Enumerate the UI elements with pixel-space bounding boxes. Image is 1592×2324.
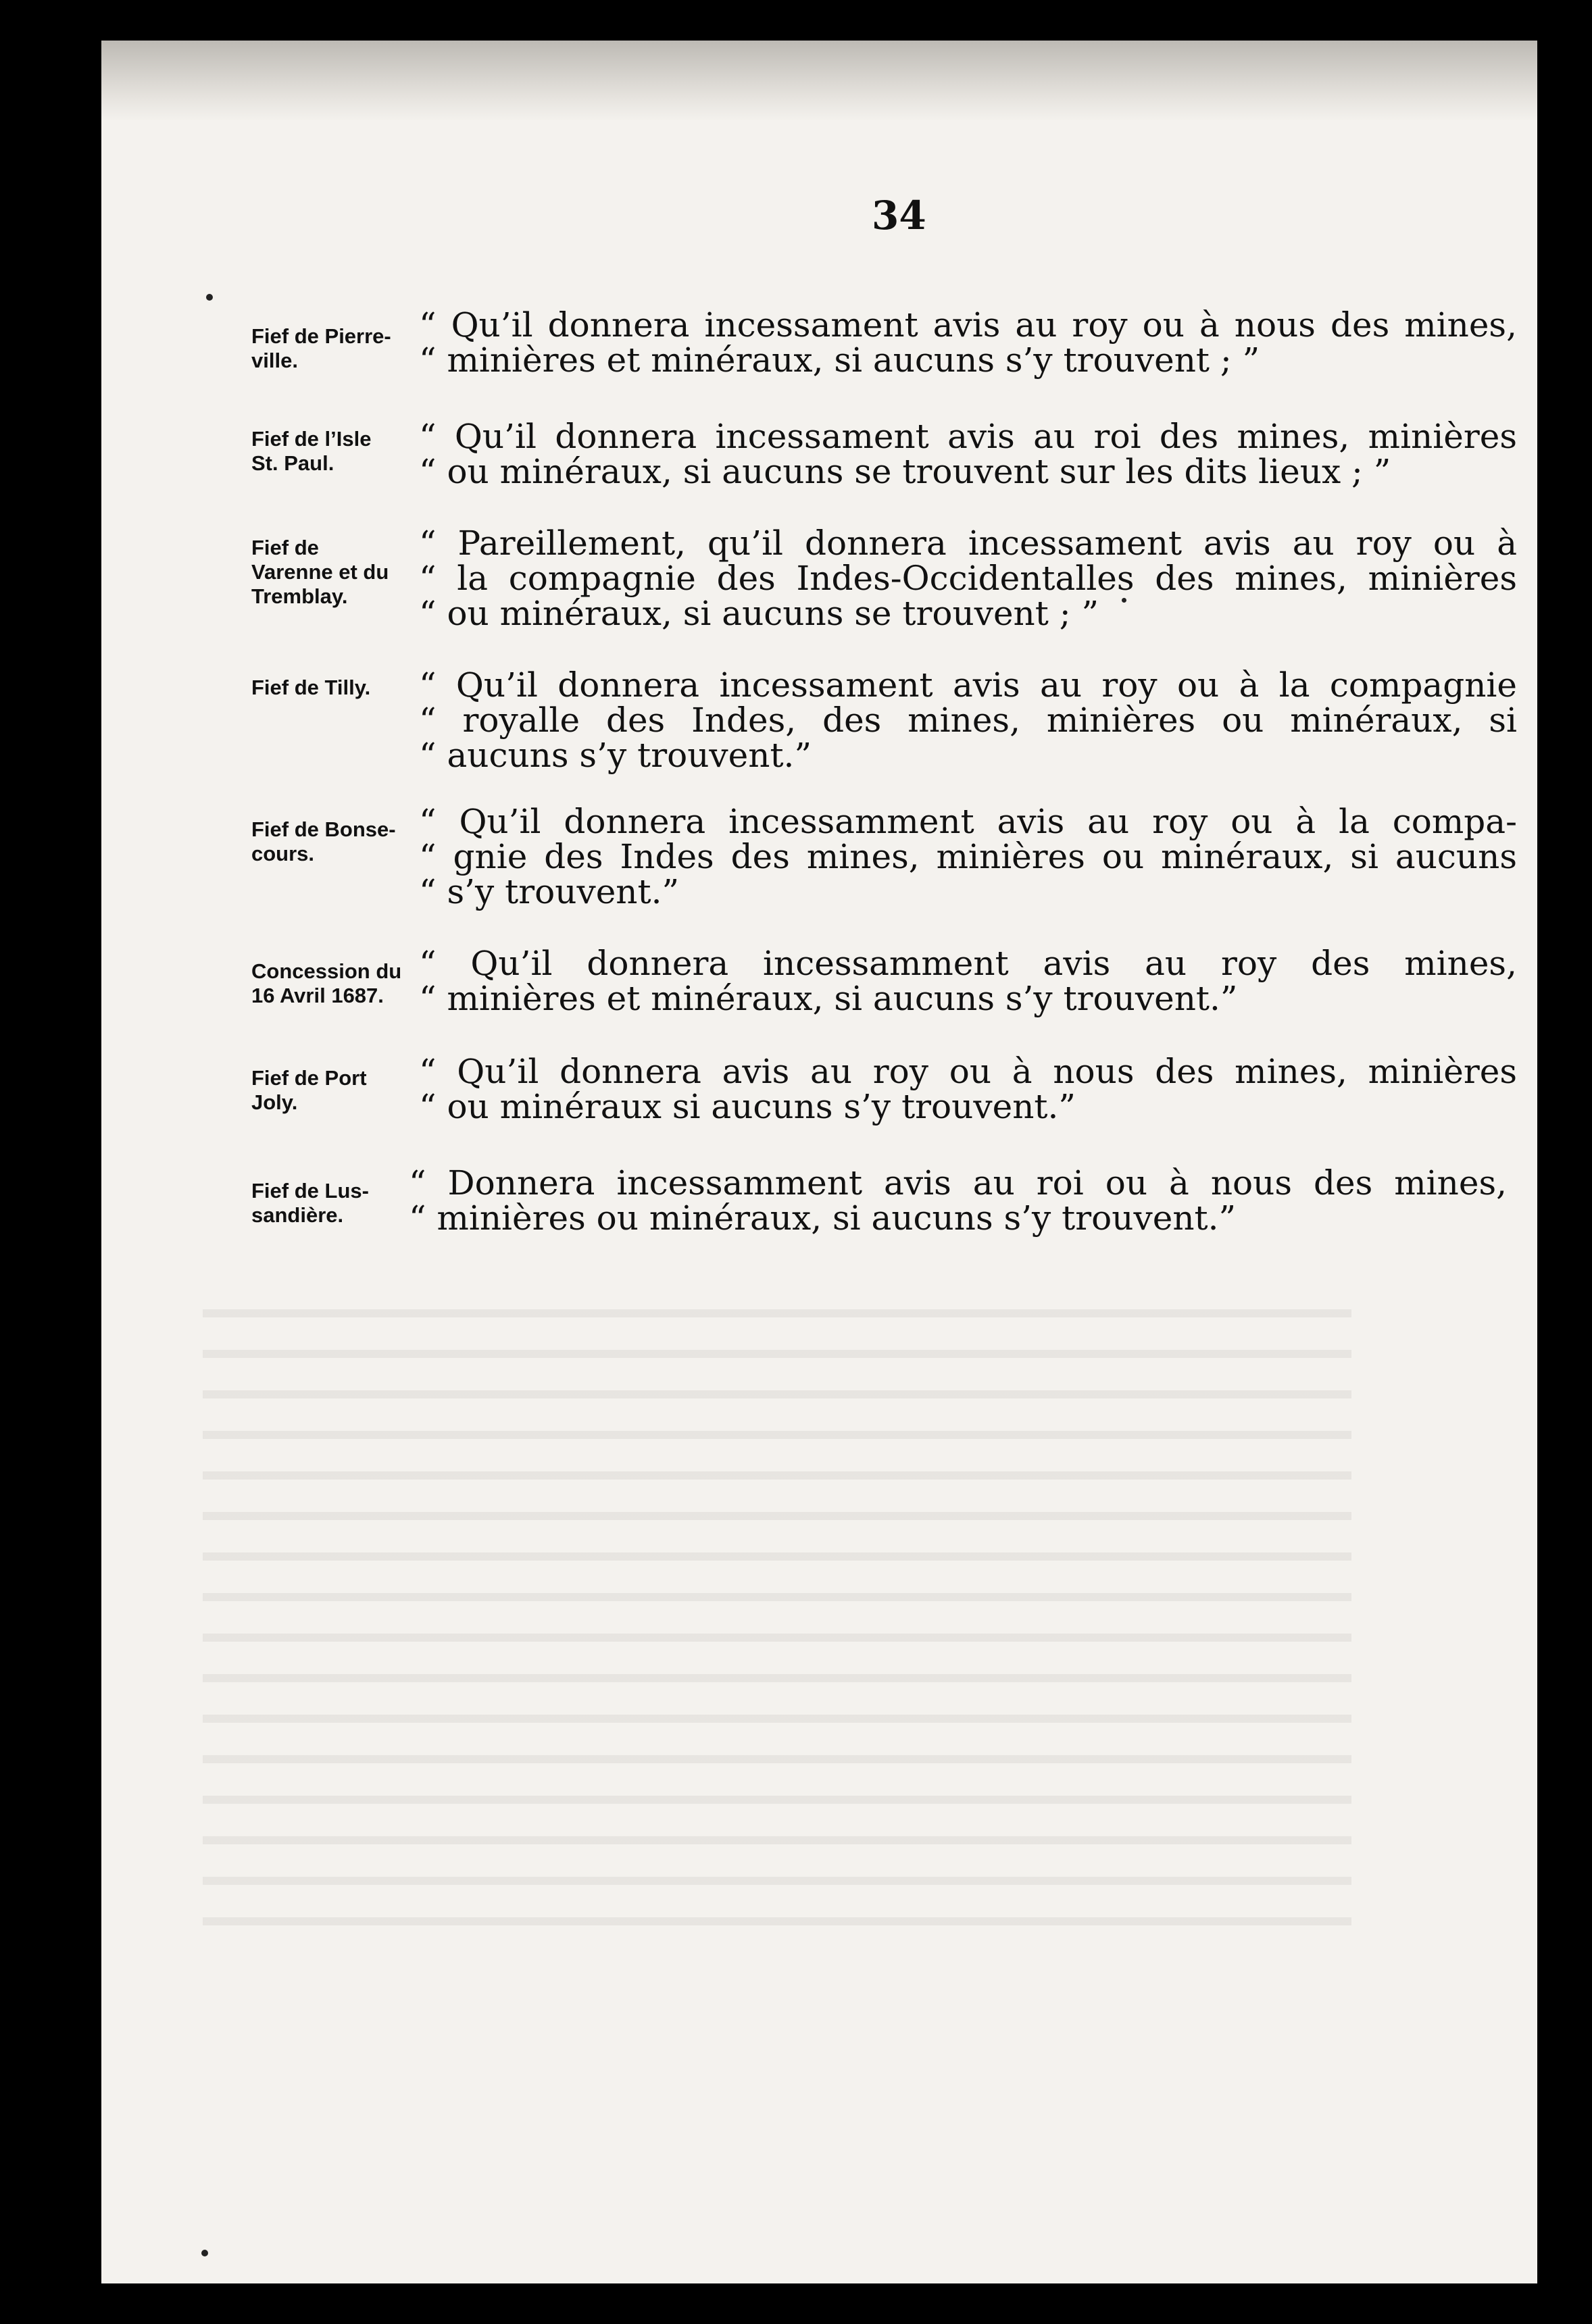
margin-label: Fief de Varenne et du Tremblay.	[251, 536, 389, 608]
document-page	[101, 41, 1537, 2283]
clause-quote: “ Qu’il donnera incessament avis au roi des mines, minières “ ou minéraux, si aucuns se trouvent sur les dits lieux ; ”	[419, 417, 1517, 491]
margin-label: Fief de l’Isle St. Paul.	[251, 427, 372, 475]
ink-speck	[1122, 598, 1126, 603]
margin-label: Fief de Port Joly.	[251, 1066, 367, 1114]
margin-label: Fief de Bonse- cours.	[251, 817, 396, 865]
margin-label: Concession du 16 Avril 1687.	[251, 959, 402, 1007]
clause-quote: “ Qu’il donnera incessamment avis au roy ou à la compa- “ gnie des Indes des mines, minières ou minéraux, si aucuns “ s’y trouvent.”	[419, 802, 1517, 911]
page-number: 34	[872, 193, 926, 238]
clause-quote: “ Donnera incessamment avis au roi ou à nous des mines, “ minières ou minéraux, si aucuns s’y trouvent.”	[409, 1163, 1507, 1238]
clause-quote: “ Pareillement, qu’il donnera incessament avis au roy ou à “ la compagnie des Indes-Occidentalles des mines, minières “ ou minéraux, si aucuns se trouvent ; ”	[419, 524, 1517, 633]
clause-quote: “ Qu’il donnera incessament avis au roy ou à nous des mines, “ minières et minéraux, si aucuns s’y trouvent ; ”	[419, 305, 1517, 380]
ink-speck	[206, 294, 213, 301]
ink-speck	[201, 2250, 208, 2256]
page-top-shadow	[101, 41, 1537, 122]
clause-quote: “ Qu’il donnera avis au roy ou à nous des mines, minières “ ou minéraux si aucuns s’y trouvent.”	[419, 1052, 1517, 1126]
bleed-through-text	[203, 1277, 1351, 1952]
margin-label: Fief de Tilly.	[251, 676, 371, 699]
clause-quote: “ Qu’il donnera incessamment avis au roy des mines, “ minières et minéraux, si aucuns s’y trouvent.”	[419, 944, 1517, 1018]
clause-quote: “ Qu’il donnera incessament avis au roy ou à la compagnie “ royalle des Indes, des mines, minières ou minéraux, si “ aucuns s’y trouvent.”	[419, 665, 1517, 775]
margin-label: Fief de Lus- sandière.	[251, 1179, 369, 1227]
margin-label: Fief de Pierre- ville.	[251, 324, 391, 372]
